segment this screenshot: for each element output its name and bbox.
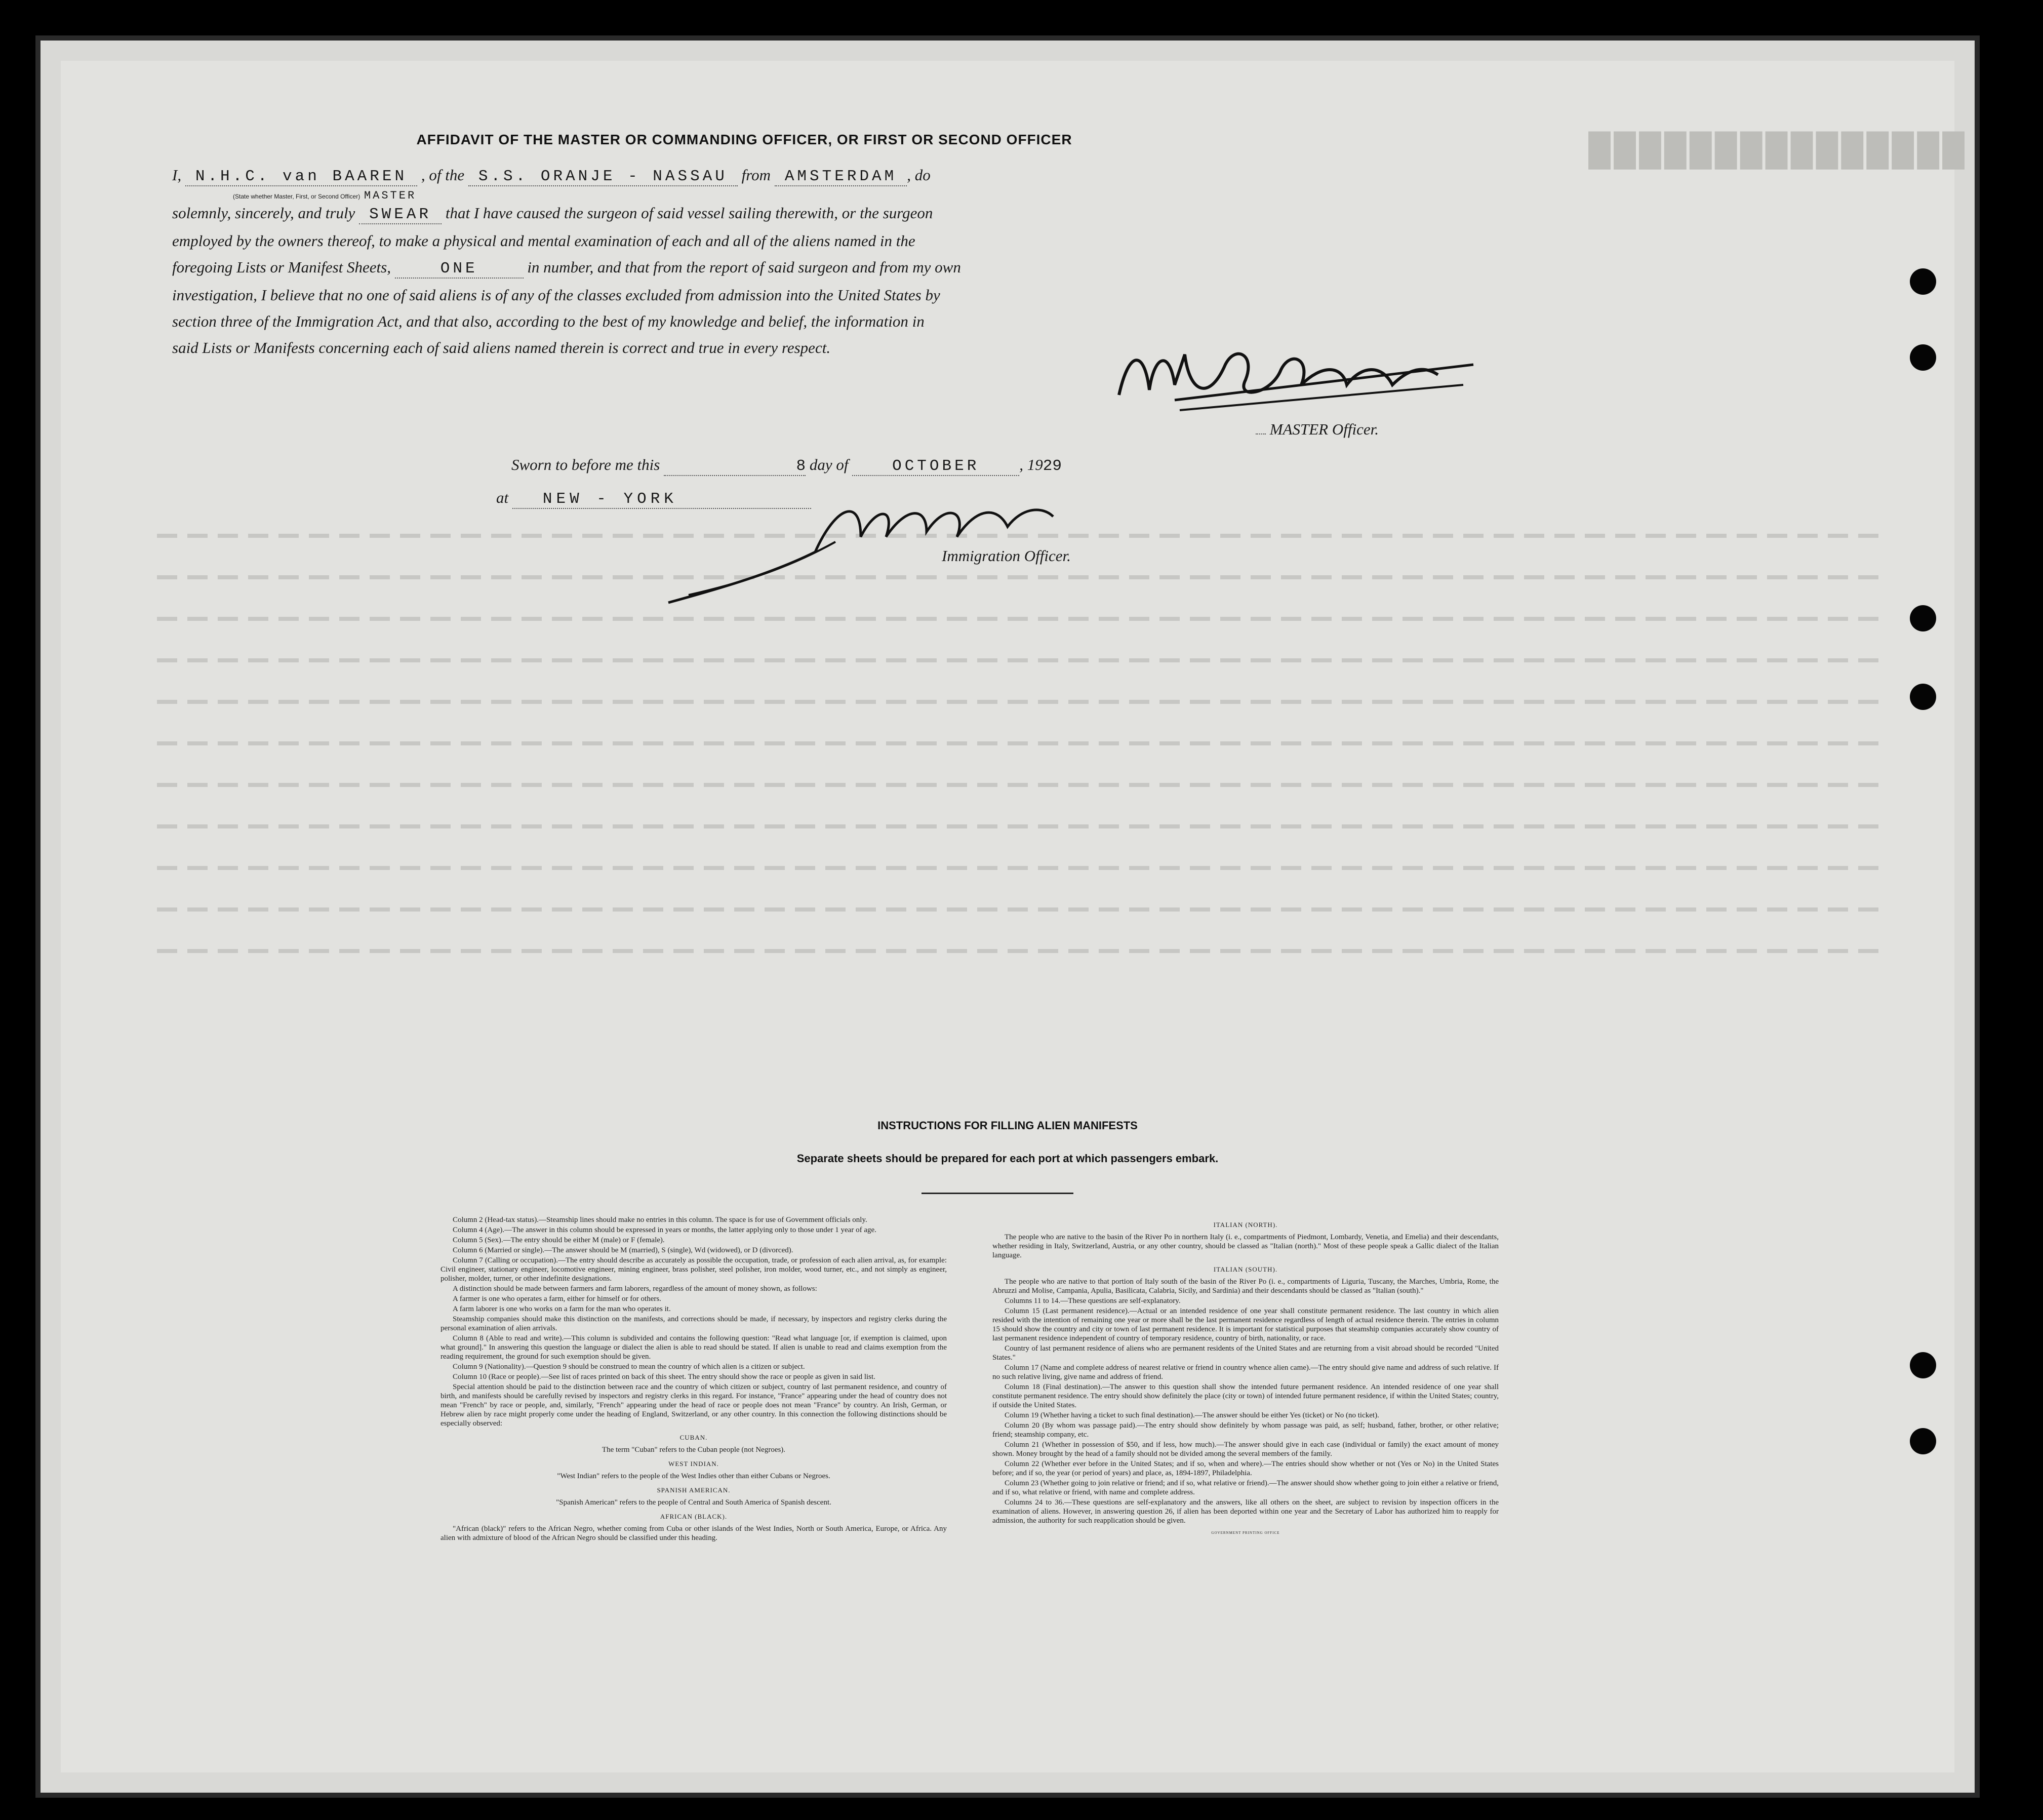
instruction-paragraph: Column 18 (Final destination).—The answer to this question shall show the intended future permanent residence. An intended residence of one year shall constitute permanent residence. The entry should show definitely the place (city or town) of intended future permanent residence, if within the United States; country, if outside the United States. bbox=[992, 1383, 1499, 1409]
binder-hole bbox=[1910, 605, 1936, 631]
instructions-title: INSTRUCTIONS FOR FILLING ALIEN MANIFESTS bbox=[877, 1119, 1138, 1132]
master-officer-label bbox=[1256, 420, 1379, 439]
section-text: The term "Cuban" refers to the Cuban people (not Negroes). bbox=[602, 1446, 786, 1454]
bleed-through-header: ███████████████ bbox=[1585, 132, 1965, 167]
instruction-paragraph: Column 8 (Able to read and write).—This column is subdivided and contains the following question: "Read what language [or, if exemption is claimed, upon what ground]." In answering this question the language or dialect the alien is able to read should be stated. If alien is unable to read and claims exemption from the reading requirement, the ground for such exemption should be given. bbox=[440, 1334, 947, 1361]
text: , do bbox=[907, 166, 931, 184]
text: Immigration Officer. bbox=[942, 547, 1071, 565]
vessel-name: S.S. ORANJE - NASSAU bbox=[468, 168, 738, 186]
text: Sworn to before me this bbox=[511, 456, 660, 473]
instruction-paragraph: Column 15 (Last permanent residence).—Actual or an intended residence of one year shall constitute permanent residence. The last country in which alien resided with the intention of remaining one year or more shall be the last permanent residence regardless of length of actual residence therein. The entries in column 15 should show the country and city or town of last permanent residence. It is important for statistical purposes that steamship companies accurately show country of last permanent residence independent of country of temporary residence, country of birth, nationality, or race. bbox=[992, 1307, 1499, 1342]
instruction-paragraph: Columns 11 to 14.—These questions are self-explanatory. bbox=[1005, 1297, 1181, 1305]
section-heading: SPANISH AMERICAN. bbox=[657, 1486, 731, 1494]
text: solemnly, sincerely, and truly bbox=[172, 204, 355, 222]
instruction-paragraph: Column 5 (Sex).—The entry should be either M (male) or F (female). bbox=[453, 1236, 665, 1244]
sworn-day: 8 bbox=[664, 457, 806, 476]
instruction-paragraph: Column 7 (Calling or occupation).—The entry should describe as accurately as possible the occupation, trade, or profession of each alien arrival, as, for example: Civil engineer, stationary engineer, locomotive engineer, mining engineer, brass polisher, steel polisher, iron molder, wood turner, etc., and not simply as engineer, polisher, molder, turner, or other indefinite designations. bbox=[440, 1256, 947, 1283]
sworn-month: OCTOBER bbox=[852, 457, 1019, 476]
instruction-paragraph: Special attention should be paid to the distinction between race and the country of which citizen or subject, country of last permanent residence, and country of birth, and manifests should be carefully revised by inspectors and registry clerks in this regard. For instance, "France" appearing under the head of country does not mean "French" by race or people, and, similarly, "French" appearing under the head of race or people does not mean "France" by country. An Irish, German, or Hebrew alien by race might properly come under the heading of England, Switzerland, or any other country. In this connection the following distinctions should be especially observed: bbox=[440, 1383, 947, 1428]
instruction-paragraph: A farm laborer is one who works on a farm for the man who operates it. bbox=[453, 1305, 671, 1313]
text: at bbox=[496, 489, 509, 506]
section-heading: ITALIAN (SOUTH). bbox=[1213, 1265, 1278, 1273]
text: in number, and that from the report of said surgeon and from my own bbox=[527, 258, 961, 276]
affidavit-line-3: employed by the owners thereof, to make a physical and mental examination of each and all of the aliens named in the bbox=[172, 232, 915, 250]
instruction-paragraph: Column 6 (Married or single).—The answer should be M (married), S (single), Wd (widowed), or D (divorced). bbox=[453, 1246, 793, 1254]
instruction-paragraph: Column 19 (Whether having a ticket to such final destination).—The answer should be either Yes (ticket) or No (no ticket). bbox=[1005, 1411, 1379, 1419]
affidavit-line-5: investigation, I believe that no one of said aliens is of any of the classes excluded from admission into the United States by bbox=[172, 286, 940, 304]
text: day of bbox=[809, 456, 849, 473]
instruction-paragraph: Country of last permanent residence of aliens who are permanent residents of the United States and are returning from a visit abroad should be recorded "United States." bbox=[992, 1344, 1499, 1362]
affidavit-line-2 bbox=[172, 200, 1499, 228]
instruction-paragraph: Column 10 (Race or people).—See list of races printed on back of this sheet. The entry should show the race or people as given in said list. bbox=[453, 1373, 875, 1381]
swear: SWEAR bbox=[359, 206, 442, 224]
instruction-paragraph: Column 2 (Head-tax status).—Steamship lines should make no entries in this column. The space is for use of Government officials only. bbox=[453, 1216, 867, 1224]
instruction-paragraph: Column 22 (Whether ever before in the United States; and if so, when and where).—The entries should show whether or not (Yes or No) in the United States before; and if so, the year (or period of years) and place, as, 1894-1897, Philadelphia. bbox=[992, 1460, 1499, 1477]
binder-hole bbox=[1910, 1352, 1936, 1378]
affidavit-line-4 bbox=[172, 254, 1499, 282]
section-text: "West Indian" refers to the people of the West Indies other than either Cubans or Negroes. bbox=[557, 1472, 830, 1480]
instruction-paragraph: Column 17 (Name and complete address of nearest relative or friend in country whence alien came).—The entry should give name and address of such relative. If no such relative living, give name and address of friend. bbox=[992, 1364, 1499, 1381]
rank: MASTER bbox=[364, 189, 417, 202]
instruction-paragraph: Column 20 (By whom was passage paid).—The entry should show definitely by whom passage was paid, as self; husband, father, brother, or other relative; friend; steamship company, etc. bbox=[992, 1421, 1499, 1439]
affidavit-line-6: section three of the Immigration Act, and that also, according to the best of my knowledge and belief, the information in bbox=[172, 312, 925, 330]
binder-hole bbox=[1910, 684, 1936, 710]
text: , of the bbox=[421, 166, 465, 184]
section-heading: AFRICAN (BLACK). bbox=[660, 1513, 728, 1520]
text: MASTER Officer. bbox=[1269, 420, 1379, 438]
sworn-year: 29 bbox=[1043, 457, 1062, 475]
binder-hole bbox=[1910, 268, 1936, 295]
affidavit-body bbox=[172, 162, 1499, 361]
divider bbox=[922, 1193, 1073, 1194]
instruction-paragraph: Columns 24 to 36.—These questions are self-explanatory and the answers, like all others on the sheet, are subject to revision by inspection officers in the examination of aliens. However, in answering question 26, if alien has been deported within one year and the Secretary of Labor has authorized him to reapply for admission, the authority for such reapplication should be given. bbox=[992, 1498, 1499, 1525]
instruction-paragraph: Column 4 (Age).—The answer in this column should be expressed in years or months, the latter applying only to those under 1 year of age. bbox=[453, 1226, 876, 1234]
affidavit-title: AFFIDAVIT OF THE MASTER OR COMMANDING OFFICER, OR FIRST OR SECOND OFFICER bbox=[416, 132, 1072, 147]
sworn-line bbox=[511, 456, 1062, 476]
rank-note-row bbox=[233, 190, 1499, 200]
text: from bbox=[741, 166, 771, 184]
instruction-paragraph: Steamship companies should make this distinction on the manifests, and corrections should be made, if necessary, by inspectors and registry clerks during the personal examination of alien arrivals. bbox=[440, 1315, 947, 1332]
instruction-paragraph: Column 9 (Nationality).—Question 9 should be construed to mean the country of which alien is a citizen or subject. bbox=[453, 1363, 805, 1371]
instruction-paragraph: Column 21 (Whether in possession of $50, and if less, how much).—The answer should give in each case (individual or family) the exact amount of money shown. Money brought by the head of a family should not be divided among the several members of the family. bbox=[992, 1441, 1499, 1458]
instructions-right-column bbox=[992, 1215, 1499, 1537]
section-heading: ITALIAN (NORTH). bbox=[1213, 1221, 1278, 1229]
printer-imprint: GOVERNMENT PRINTING OFFICE bbox=[1211, 1531, 1280, 1535]
instructions-left-column bbox=[440, 1215, 947, 1544]
immigration-officer-label bbox=[942, 547, 1071, 565]
state-note: (State whether Master, First, or Second Officer) bbox=[233, 193, 360, 200]
manifest-sheet bbox=[35, 35, 1980, 1798]
text: foregoing Lists or Manifest Sheets, bbox=[172, 258, 391, 276]
text: , 19 bbox=[1019, 456, 1043, 473]
section-text: The people who are native to that portion of Italy south of the basin of the River Po (i. e., compartments of Liguria, Tuscany, the Marches, Umbria, Rome, the Abruzzi and Molise, Campania, Apulia, Basilicata, Calabria, Sicily, and Sardinia) and their descendants should be classed as "Italian (south)." bbox=[992, 1278, 1499, 1295]
place: NEW - YORK bbox=[512, 490, 811, 509]
section-text: "Spanish American" refers to the people of Central and South America of Spanish descent. bbox=[556, 1498, 831, 1507]
text: that I have caused the surgeon of said vessel sailing therewith, or the surgeon bbox=[445, 204, 933, 222]
affidavit-line-1 bbox=[172, 162, 1499, 190]
master-signature bbox=[1109, 334, 1494, 428]
binder-hole bbox=[1910, 1428, 1936, 1454]
instructions-subtitle: Separate sheets should be prepared for each port at which passengers embark. bbox=[796, 1152, 1219, 1165]
section-heading: CUBAN. bbox=[679, 1434, 708, 1441]
binder-hole bbox=[1910, 344, 1936, 371]
section-text: "African (black)" refers to the African Negro, whether coming from Cuba or other islands of the West Indies, North or South America, Europe, or Africa. Any alien with admixture of blood of the African Negro should be classified under this heading. bbox=[440, 1525, 947, 1542]
instruction-paragraph: A farmer is one who operates a farm, either for himself or for others. bbox=[453, 1295, 661, 1303]
instruction-paragraph: A distinction should be made between farmers and farm laborers, regardless of the amount of money shown, as follows: bbox=[453, 1285, 817, 1293]
officer-name: N.H.C. van BAAREN bbox=[185, 168, 417, 186]
text: I, bbox=[172, 166, 182, 184]
instruction-paragraph: Column 23 (Whether going to join relative or friend; and if so, what relative or friend).—The answer should show whether going to join either a relative or friend, and if so, what relative or friend, with name and complete address. bbox=[992, 1479, 1499, 1496]
sheet-count: ONE bbox=[395, 260, 524, 279]
section-heading: WEST INDIAN. bbox=[668, 1460, 719, 1468]
affidavit-line-7: said Lists or Manifests concerning each of said aliens named therein is correct and true in every respect. bbox=[172, 339, 831, 357]
port-from: AMSTERDAM bbox=[775, 168, 907, 186]
section-text: The people who are native to the basin of the River Po in northern Italy (i. e., compartments of Piedmont, Lombardy, Venetia, and Emelia) and their descendants, whether residing in Italy, Switzerland, Austria, or any other country, should be classed as "Italian (north)." Most of these people speak a Gallic dialect of the Italian language. bbox=[992, 1233, 1499, 1259]
